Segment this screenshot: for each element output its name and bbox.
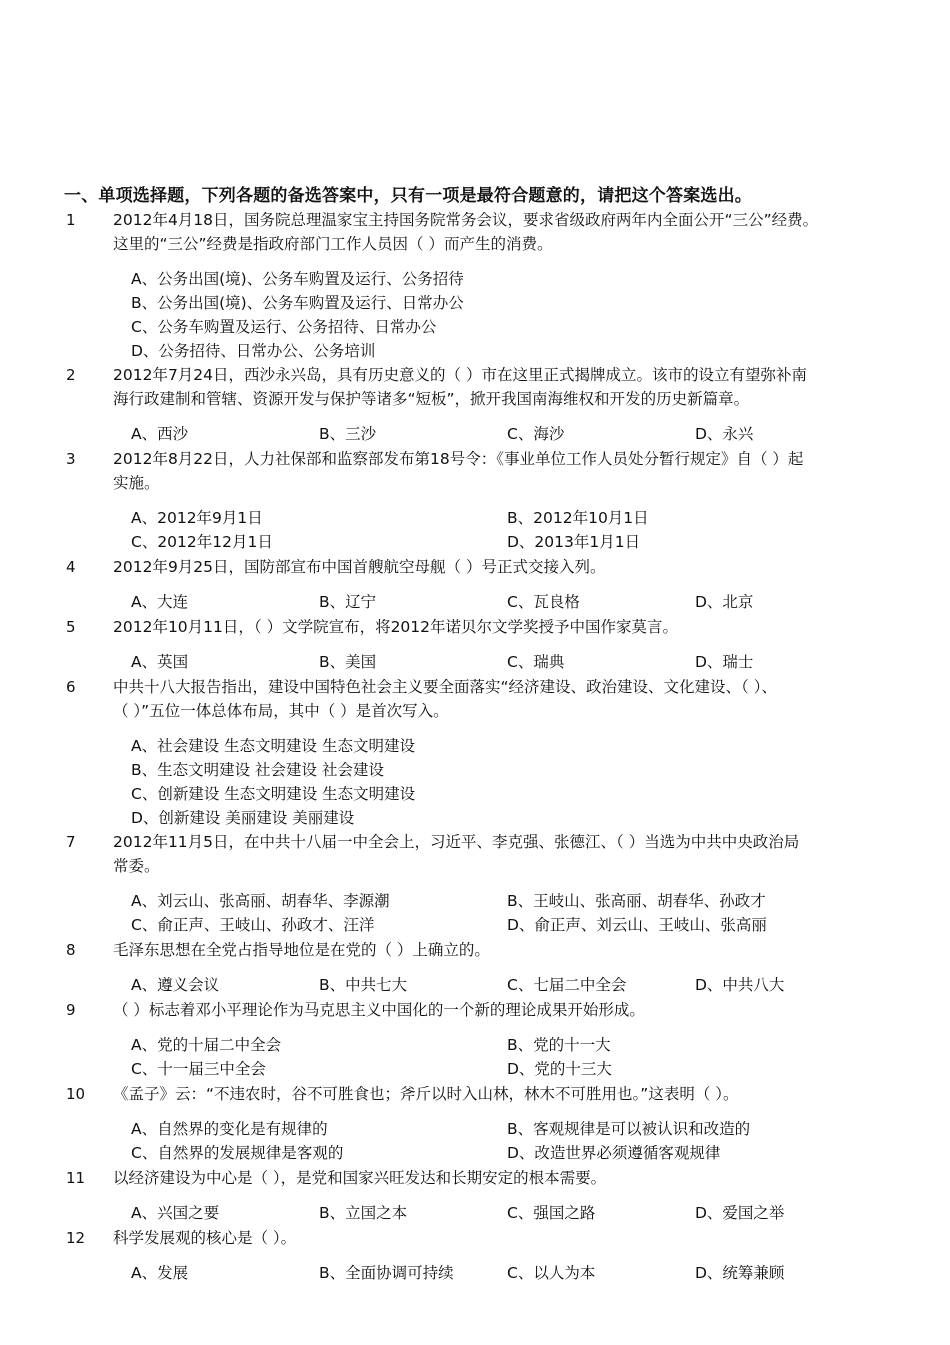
option-b[interactable]: B、党的十一大: [507, 1036, 611, 1054]
question-text: （ ）标志着邓小平理论作为马克思主义中国化的一个新的理论成果开始形成。: [113, 1001, 645, 1019]
question-number: 8: [66, 941, 76, 959]
question-text: 以经济建设为中心是（ ），是党和国家兴旺发达和长期安定的根本需要。: [113, 1169, 607, 1187]
option-d[interactable]: D、创新建设 美丽建设 美丽建设: [131, 809, 355, 827]
option-c[interactable]: C、2012年12月1日: [131, 533, 273, 551]
question-text: 中共十八大报告指出，建设中国特色社会主义要全面落实“经济建设、政治建设、文化建设、（ ）、 （ ）”五位一体总体布局，其中（ ）是首次写入。: [113, 678, 777, 720]
question-text: 《孟子》云：“不违农时，谷不可胜食也；斧斤以时入山林，林木不可胜用也。”这表明（ ）。: [113, 1085, 739, 1103]
question-number: 4: [66, 558, 76, 576]
option-b[interactable]: B、中共七大: [319, 976, 408, 994]
question-number: 11: [66, 1169, 86, 1187]
option-b[interactable]: B、全面协调可持续: [319, 1264, 454, 1282]
option-d[interactable]: D、瑞士: [695, 653, 754, 671]
option-a[interactable]: A、刘云山、张高丽、胡春华、李源潮: [131, 892, 390, 910]
option-c[interactable]: C、瑞典: [507, 653, 565, 671]
option-a[interactable]: A、英国: [131, 653, 189, 671]
option-c[interactable]: C、创新建设 生态文明建设 生态文明建设: [131, 785, 416, 803]
question-number: 2: [66, 366, 76, 384]
option-a[interactable]: A、遵义会议: [131, 976, 220, 994]
option-a[interactable]: A、自然界的变化是有规律的: [131, 1120, 328, 1138]
option-d[interactable]: D、永兴: [695, 425, 754, 443]
question-text: 2012年10月11日，（ ）文学院宣布，将2012年诺贝尔文学奖授予中国作家莫言。: [113, 618, 679, 636]
option-b[interactable]: B、美国: [319, 653, 377, 671]
section-title: 一、单项选择题，下列各题的备选答案中，只有一项是最符合题意的，请把这个答案选出。: [64, 186, 752, 206]
question-text: 2012年7月24日，西沙永兴岛，具有历史意义的（ ）市在这里正式揭牌成立。该市的设立有望弥补南 海行政建制和管辖、资源开发与保护等诸多“短板”，掀开我国南海维权和开发的历史新篇章。: [113, 366, 807, 408]
option-c[interactable]: C、十一届三中全会: [131, 1060, 266, 1078]
question-number: 9: [66, 1001, 76, 1019]
question-number: 3: [66, 450, 76, 468]
option-a[interactable]: A、党的十届二中全会: [131, 1036, 282, 1054]
question-text: 科学发展观的核心是（ ）。: [113, 1229, 297, 1247]
question-text: 2012年8月22日，人力社保部和监察部发布第18号令：《事业单位工作人员处分暂行规定》自（ ）起 实施。: [113, 450, 804, 492]
option-c[interactable]: C、公务车购置及运行、公务招待、日常办公: [131, 318, 437, 336]
option-b[interactable]: B、三沙: [319, 425, 377, 443]
option-b[interactable]: B、立国之本: [319, 1204, 408, 1222]
option-b[interactable]: B、辽宁: [319, 593, 377, 611]
option-a[interactable]: A、西沙: [131, 425, 189, 443]
option-d[interactable]: D、统筹兼顾: [695, 1264, 785, 1282]
option-d[interactable]: D、北京: [695, 593, 754, 611]
option-c[interactable]: C、俞正声、王岐山、孙政才、汪洋: [131, 916, 375, 934]
option-b[interactable]: B、王岐山、张高丽、胡春华、孙政才: [507, 892, 766, 910]
option-b[interactable]: B、客观规律是可以被认识和改造的: [507, 1120, 751, 1138]
option-c[interactable]: C、海沙: [507, 425, 565, 443]
question-number: 6: [66, 678, 76, 696]
option-c[interactable]: C、瓦良格: [507, 593, 580, 611]
option-a[interactable]: A、2012年9月1日: [131, 509, 263, 527]
option-b[interactable]: B、生态文明建设 社会建设 社会建设: [131, 761, 384, 779]
option-a[interactable]: A、发展: [131, 1264, 189, 1282]
option-d[interactable]: D、公务招待、日常办公、公务培训: [131, 342, 376, 360]
question-text: 2012年11月5日，在中共十八届一中全会上，习近平、李克强、张德江、（ ）当选为中共中央政治局 常委。: [113, 833, 800, 875]
option-b[interactable]: B、公务出国(境)、公务车购置及运行、日常办公: [131, 294, 464, 312]
option-a[interactable]: A、兴国之要: [131, 1204, 220, 1222]
option-a[interactable]: A、大连: [131, 593, 189, 611]
question-number: 7: [66, 833, 76, 851]
question-number: 10: [66, 1085, 86, 1103]
option-c[interactable]: C、以人为本: [507, 1264, 596, 1282]
option-d[interactable]: D、2013年1月1日: [507, 533, 641, 551]
option-c[interactable]: C、七届二中全会: [507, 976, 627, 994]
option-d[interactable]: D、爱国之举: [695, 1204, 785, 1222]
question-text: 2012年9月25日，国防部宣布中国首艘航空母舰（ ）号正式交接入列。: [113, 558, 606, 576]
question-number: 12: [66, 1229, 86, 1247]
question-text: 2012年4月18日，国务院总理温家宝主持国务院常务会议，要求省级政府两年内全面公开“三公”经费。 这里的“三公”经费是指政府部门工作人员因（ ）而产生的消费。: [113, 211, 819, 253]
option-d[interactable]: D、改造世界必须遵循客观规律: [507, 1144, 721, 1162]
option-d[interactable]: D、中共八大: [695, 976, 785, 994]
question-text: 毛泽东思想在全党占指导地位是在党的（ ）上确立的。: [113, 941, 490, 959]
option-c[interactable]: C、自然界的发展规律是客观的: [131, 1144, 344, 1162]
option-a[interactable]: A、公务出国(境)、公务车购置及运行、公务招待: [131, 270, 464, 288]
option-d[interactable]: D、俞正声、刘云山、王岐山、张高丽: [507, 916, 767, 934]
option-b[interactable]: B、2012年10月1日: [507, 509, 649, 527]
option-a[interactable]: A、社会建设 生态文明建设 生态文明建设: [131, 737, 415, 755]
question-number: 5: [66, 618, 76, 636]
option-d[interactable]: D、党的十三大: [507, 1060, 612, 1078]
question-number: 1: [66, 211, 76, 229]
option-c[interactable]: C、强国之路: [507, 1204, 596, 1222]
